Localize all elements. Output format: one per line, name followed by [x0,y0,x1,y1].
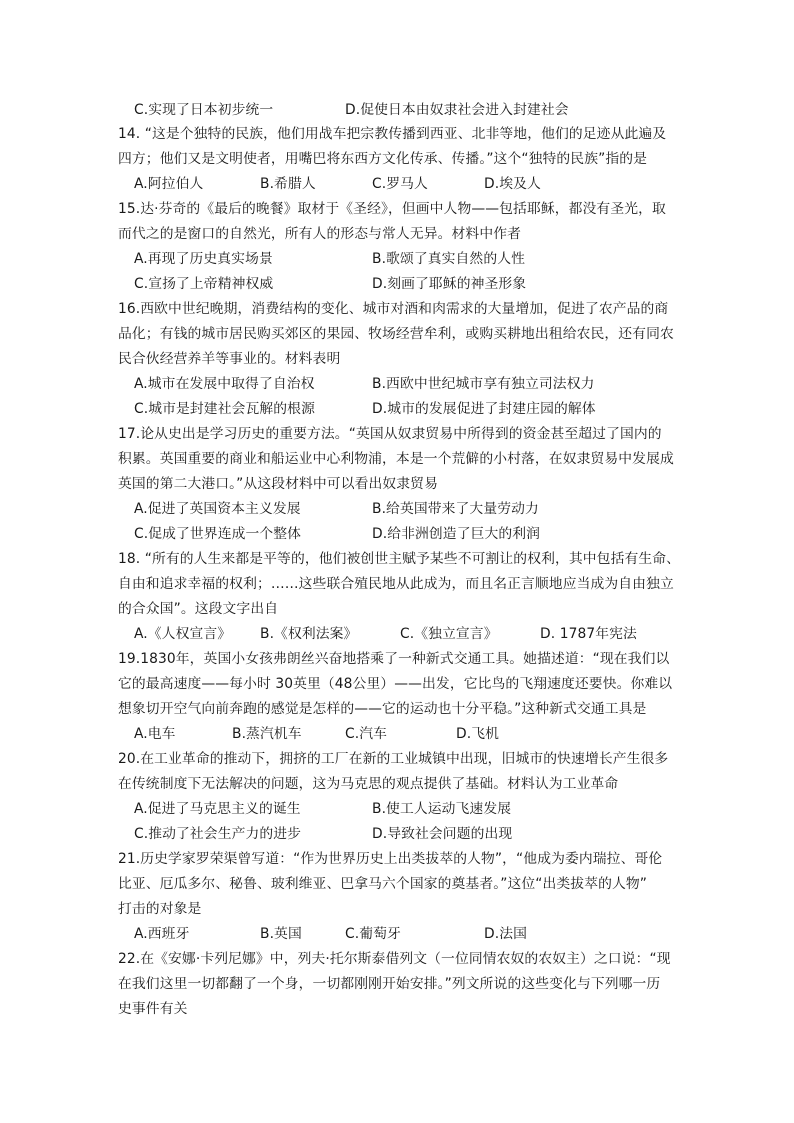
question-stem-line: 16.西欧中世纪晚期，消费结构的变化、城市对酒和肉需求的大量增加，促进了农产品的商 [118,301,669,317]
question-stem-line: 20.在工业革命的推动下，拥挤的工厂在新的工业城镇中出现，旧城市的快速增长产生很多 [118,751,669,767]
question-stem-line: 英国的第二大港口。”从这段材料中可以看出奴隶贸易 [118,476,438,492]
option-c: C.宣扬了上帝精神权威 [134,276,274,292]
question-stem-line: 21.历史学家罗荣渠曾写道：“作为世界历史上出类拔萃的人物”，“他成为委内瑞拉、哥伦 [118,851,663,867]
question-stem-line: 品化；有钱的城市居民购买郊区的果园、牧场经营牟利，或购买耕地出租给农民，还有同农 [118,326,674,342]
option-d: D.飞机 [456,726,500,742]
question-stem-line: 在我们这里一切都翻了一个身，一切都刚刚开始安排。”列文所说的这些变化与下列哪一历 [118,976,661,992]
option-a: A.城市在发展中取得了自治权 [134,376,315,392]
option-b: B.英国 [260,926,302,942]
option-c: C.促成了世界连成一个整体 [134,526,302,542]
option-d: D.刻画了耶稣的神圣形象 [372,276,527,292]
option-b: B.希腊人 [260,176,316,192]
question-stem-line: 17.论从史出是学习历史的重要方法。“英国从奴隶贸易中所得到的资金甚至超过了国内的 [118,426,662,442]
question-stem-line: 的合众国”。这段文字出自 [118,601,279,617]
question-stem-line: 积累。英国重要的商业和船运业中心利物浦，本是一个荒僻的小村落，在奴隶贸易中发展成 [118,451,674,467]
option-d: D.法国 [484,926,528,942]
option-a: A.促进了马克思主义的诞生 [134,801,301,817]
option-c: C.城市是封建社会瓦解的根源 [134,401,315,417]
question-stem-line: 19.1830年，英国小女孩弗朗丝兴奋地搭乘了一种新式交通工具。她描述道：“现在我们以 [118,651,670,667]
option-b: B.使工人运动飞速发展 [372,801,512,817]
question-stem-line: 史事件有关 [118,1001,188,1017]
option-c: C.推动了社会生产力的进步 [134,826,302,842]
option-a: A.再现了历史真实场景 [134,251,273,267]
question-stem-line: 15.达·芬奇的《最后的晚餐》取材于《圣经》，但画中人物——包括耶稣，都没有圣光，取 [118,201,666,217]
question-stem-line: 民合伙经营养羊等事业的。材料表明 [118,351,341,367]
question-stem-line: 14. “这是个独特的民族，他们用战车把宗教传播到西亚、北非等地，他们的足迹从此遍及 [118,126,667,142]
option-a: A.电车 [134,726,176,742]
option-c: C.实现了日本初步统一 [134,102,274,118]
option-d: D.给非洲创造了巨大的利润 [372,526,541,542]
option-b: B.蒸汽机车 [232,726,302,742]
option-d: D.城市的发展促进了封建庄园的解体 [372,401,596,417]
question-stem-line: 在传统制度下无法解决的问题，这为马克思的观点提供了基础。材料认为工业革命 [118,776,619,792]
option-a: A.阿拉伯人 [134,176,204,192]
question-stem-line: 18. “所有的人生来都是平等的，他们被创世主赋予某些不可割让的权利，其中包括有生命、 [118,551,681,567]
option-c: C.葡萄牙 [345,926,401,942]
question-stem-line: 四方；他们又是文明使者，用嘴巴将东西方文化传承、传播。”这个“独特的民族”指的是 [118,151,648,167]
option-d: D.导致社会问题的出现 [372,826,513,842]
question-stem-line: 自由和追求幸福的权利；……这些联合殖民地从此成为，而且名正言顺地应当成为自由独立 [118,576,674,592]
option-a: A.促进了英国资本主义发展 [134,501,301,517]
question-stem-line: 比亚、厄瓜多尔、秘鲁、玻利维亚、巴拿马六个国家的奠基者。”这位“出类拔萃的人物” [118,876,648,892]
option-d: D.埃及人 [484,176,541,192]
option-c: C.罗马人 [372,176,428,192]
question-stem-line: 它的最高速度——每小时 30英里（48公里）——出发，它比鸟的飞翔速度还要快。你难以 [118,676,673,692]
option-b: B.《权利法案》 [260,626,358,642]
option-b: B.给英国带来了大量劳动力 [372,501,539,517]
question-stem-line: 想象切开空气向前奔跑的感觉是怎样的——它的运动也十分平稳。”这种新式交通工具是 [118,701,647,717]
option-d: D.促使日本由奴隶社会进入封建社会 [345,102,569,118]
option-a: A.西班牙 [134,926,190,942]
option-c: C.《独立宣言》 [400,626,498,642]
option-b: B.歌颂了真实自然的人性 [372,251,526,267]
question-stem-line: 打击的对象是 [118,901,202,917]
question-stem-line: 而代之的是窗口的自然光，所有人的形态与常人无异。材料中作者 [118,226,522,242]
option-b: B.西欧中世纪城市享有独立司法权力 [372,376,595,392]
option-a: A.《人权宣言》 [134,626,232,642]
option-d: D. 1787年宪法 [540,626,637,642]
question-stem-line: 22.在《安娜·卡列尼娜》中，列夫·托尔斯泰借列文（一位同情农奴的农奴主）之口说：“现 [118,951,671,967]
option-c: C.汽车 [345,726,388,742]
